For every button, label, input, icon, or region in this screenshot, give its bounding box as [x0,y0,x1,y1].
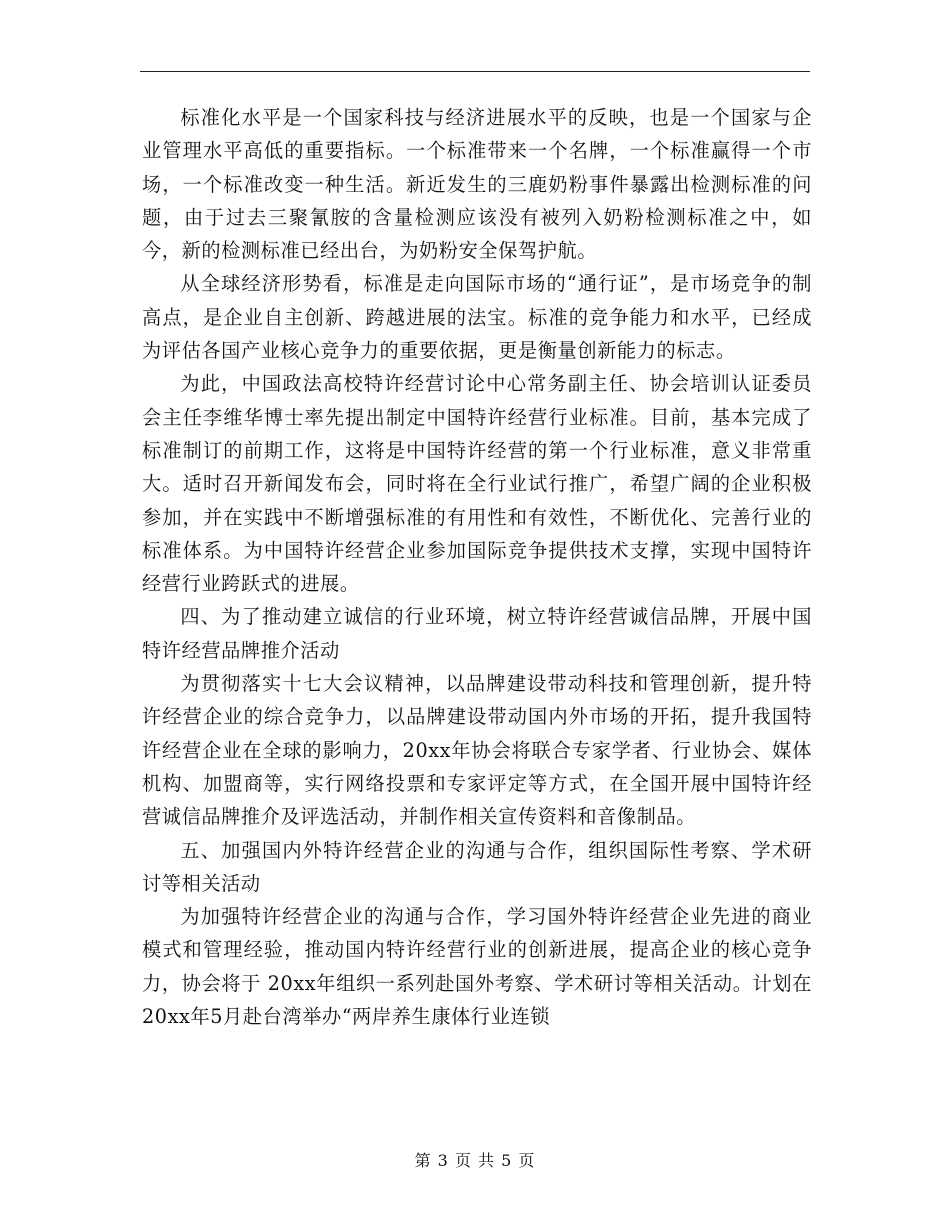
section-heading-4: 四、为了推动建立诚信的行业环境，树立特许经营诚信品牌，开展中国特许经营品牌推介活动 [142,605,812,662]
header-rule [140,71,810,72]
section-heading-5: 五、加强国内外特许经营企业的沟通与合作，组织国际性考察、学术研讨等相关活动 [142,838,812,895]
paragraph-3: 为此，中国政法高校特许经营讨论中心常务副主任、协会培训认证委员会主任李维华博士率先提出制定中国特许经营行业标准。目前，基本完成了标准制订的前期工作，这将是中国特许经营的第一个行业标准，意义非常重大。适时召开新闻发布会，同时将在全行业试行推广，希望广阔的企业积极参加，并在实践中不断增强标准的有用性和有效性，不断优化、完善行业的标准体系。为中国特许经营企业参加国际竞争提供技术支撑，实现中国特许经营行业跨跃式的进展。 [142,372,812,596]
paragraph-4: 为贯彻落实十七大会议精神，以品牌建设带动科技和管理创新，提升特许经营企业的综合竞争力，以品牌建设带动国内外市场的开拓，提升我国特许经营企业在全球的影响力，20xx年协会将联合专家学者、行业协会、媒体机构、加盟商等，实行网络投票和专家评定等方式，在全国开展中国特许经营诚信品牌推介及评选活动，并制作相关宣传资料和音像制品。 [142,672,812,829]
page-number: 第 3 页 共 5 页 [414,1151,536,1170]
document-body [142,101,812,1033]
page-footer [0,1148,950,1171]
paragraph-2: 从全球经济形势看，标准是走向国际市场的“通行证”，是市场竞争的制高点，是企业自主创新、跨越进展的法宝。标准的竞争能力和水平，已经成为评估各国产业核心竞争力的重要依据，更是衡量创新能力的标志。 [142,272,812,363]
paragraph-5: 为加强特许经营企业的沟通与合作，学习国外特许经营企业先进的商业模式和管理经验，推动国内特许经营行业的创新进展，提高企业的核心竞争力，协会将于 20xx年组织一系列赴国外考察、学术研讨等相关活动。计划在20xx年5月赴台湾举办“两岸养生康体行业连锁 [142,905,812,1029]
paragraph-1: 标准化水平是一个国家科技与经济进展水平的反映，也是一个国家与企业管理水平高低的重要指标。一个标准带来一个名牌，一个标准赢得一个市场，一个标准改变一种生活。新近发生的三鹿奶粉事件暴露出检测标准的问题，由于过去三聚氰胺的含量检测应该没有被列入奶粉检测标准之中，如今，新的检测标准已经出台，为奶粉安全保驾护航。 [142,106,812,263]
